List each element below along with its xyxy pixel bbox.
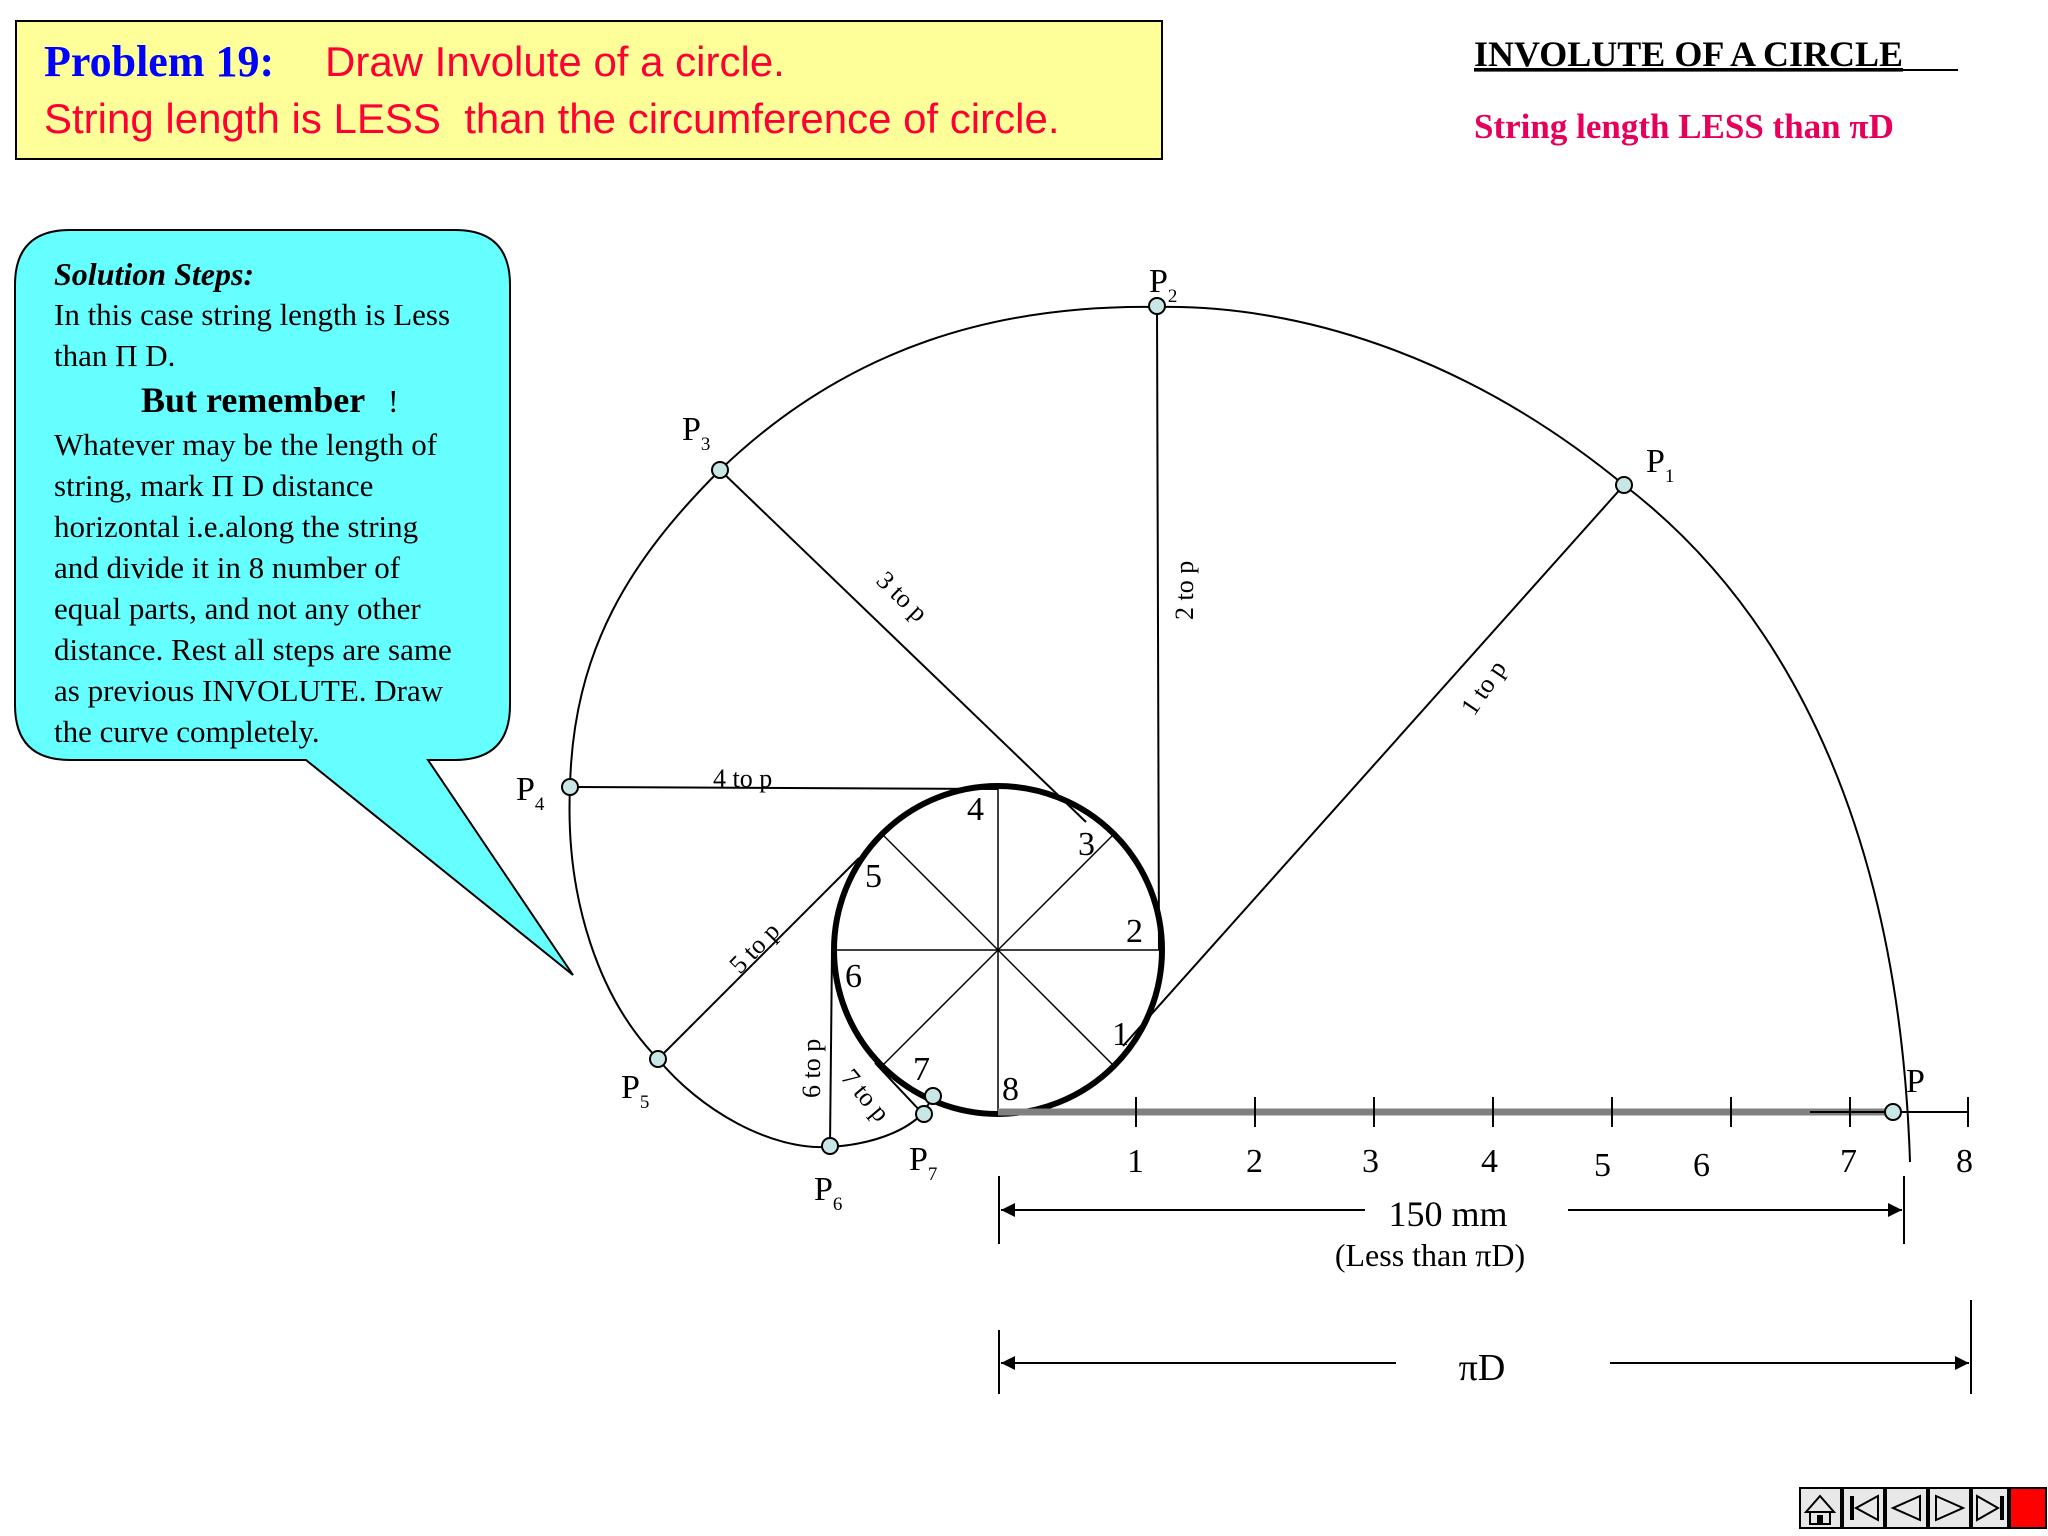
dimension-pi-d: πD xyxy=(1458,1347,1506,1389)
scale-label-1: 1 xyxy=(1127,1143,1144,1180)
circle-label-4: 4 xyxy=(967,791,984,828)
last-slide-button[interactable] xyxy=(1972,1488,2008,1528)
callout-line: equal parts, and not any other xyxy=(54,591,421,626)
scale-label-5: 5 xyxy=(1594,1147,1611,1184)
line-label-5-to-p: 5 to p xyxy=(723,916,786,980)
tangent-line-3 xyxy=(720,470,1086,822)
point-label-p: P xyxy=(1906,1063,1925,1100)
end-show-button[interactable] xyxy=(2010,1488,2046,1528)
tangent-line-2 xyxy=(1157,306,1159,950)
title-sub: String length LESS than πD xyxy=(1474,107,1894,146)
point-p3 xyxy=(712,462,728,478)
point-p7-helper xyxy=(925,1088,941,1104)
scale-label-4: 4 xyxy=(1481,1143,1498,1180)
dimension-string-note: (Less than πD) xyxy=(1334,1237,1526,1273)
callout-line: string, mark Π D distance xyxy=(54,468,374,503)
scale-label-7: 7 xyxy=(1840,1143,1857,1180)
tangent-line-4 xyxy=(570,787,998,789)
callout-line: In this case string length is Less xyxy=(54,297,451,332)
point-label-p7: $P_7$ xyxy=(909,1141,938,1185)
slide-navigation xyxy=(1800,1488,2046,1528)
circle-label-3: 3 xyxy=(1078,826,1095,863)
dimension-labels xyxy=(1335,1194,1525,1389)
line-label-6-to-p: 6 to p xyxy=(797,1038,826,1098)
tangent-line-6 xyxy=(830,950,832,1146)
problem-header xyxy=(16,21,1162,159)
line-label-4-to-p: 4 to p xyxy=(713,764,773,793)
callout-line: the curve completely. xyxy=(54,714,320,749)
line-label-7-to-p: 7 to p xyxy=(835,1063,896,1128)
circle-label-1: 1 xyxy=(1112,1016,1129,1053)
circle-label-2: 2 xyxy=(1126,913,1143,950)
point-p1 xyxy=(1616,477,1632,493)
point-label-p2: $P_2$ xyxy=(1149,263,1178,307)
callout-heading: Solution Steps: xyxy=(54,256,255,292)
callout-emphasis: But remember xyxy=(141,380,366,420)
point-label-p4: $P_4$ xyxy=(516,771,545,815)
scale-label-6: 6 xyxy=(1693,1147,1710,1184)
callout-line: distance. Rest all steps are same xyxy=(54,632,452,667)
circle-label-6: 6 xyxy=(845,958,862,995)
scale-label-8: 8 xyxy=(1956,1143,1973,1180)
title-main: INVOLUTE OF A CIRCLE xyxy=(1474,34,1904,74)
scale-label-3: 3 xyxy=(1362,1143,1379,1180)
line-label-3-to-p: 3 to p xyxy=(870,565,934,628)
line-label-1-to-p: 1 to p xyxy=(1454,655,1513,721)
point-p2 xyxy=(1149,298,1165,314)
first-slide-button[interactable] xyxy=(1843,1488,1884,1528)
solution-steps-callout xyxy=(15,230,573,975)
callout-line: Whatever may be the length of xyxy=(54,427,438,462)
point-p4 xyxy=(562,779,578,795)
dimension-string-value: 150 mm xyxy=(1388,1194,1508,1234)
line-label-2-to-p: 2 to p xyxy=(1170,560,1199,620)
point-p7 xyxy=(916,1106,932,1122)
callout-line: horizontal i.e.along the string xyxy=(54,509,419,544)
callout-line: as previous INVOLUTE. Draw xyxy=(54,673,444,708)
callout-emphasis-suffix: ! xyxy=(388,383,399,419)
previous-slide-button[interactable] xyxy=(1886,1488,1927,1528)
point-p5 xyxy=(650,1051,666,1067)
point-label-p1: $P_1$ xyxy=(1646,443,1675,487)
callout-line: and divide it in 8 number of xyxy=(54,550,401,585)
problem-number: Problem 19: xyxy=(44,37,275,86)
involute-curve xyxy=(570,307,1910,1162)
circle-label-7: 7 xyxy=(913,1051,930,1088)
next-slide-button[interactable] xyxy=(1929,1488,1970,1528)
home-button[interactable] xyxy=(1800,1488,1841,1528)
point-label-p5: $P_5$ xyxy=(621,1069,650,1113)
involute-geometry xyxy=(562,298,1971,1394)
problem-statement: Draw Involute of a circle. xyxy=(325,38,785,85)
point-label-p6: $P_6$ xyxy=(814,1171,843,1215)
callout-line: than Π D. xyxy=(54,338,176,373)
sheet-title xyxy=(1474,34,1958,146)
problem-condition: String length is LESS than the circumference of circle. xyxy=(44,95,1060,142)
scale-label-2: 2 xyxy=(1246,1143,1263,1180)
point-labels xyxy=(516,263,1925,1215)
end-show-icon xyxy=(2010,1488,2046,1528)
division-scale-labels xyxy=(1127,1143,1973,1184)
circle-label-8: 8 xyxy=(1002,1071,1019,1108)
point-p xyxy=(1885,1104,1901,1120)
point-p6 xyxy=(822,1138,838,1154)
circle-label-5: 5 xyxy=(865,858,882,895)
point-label-p3: $P_3$ xyxy=(682,411,711,455)
